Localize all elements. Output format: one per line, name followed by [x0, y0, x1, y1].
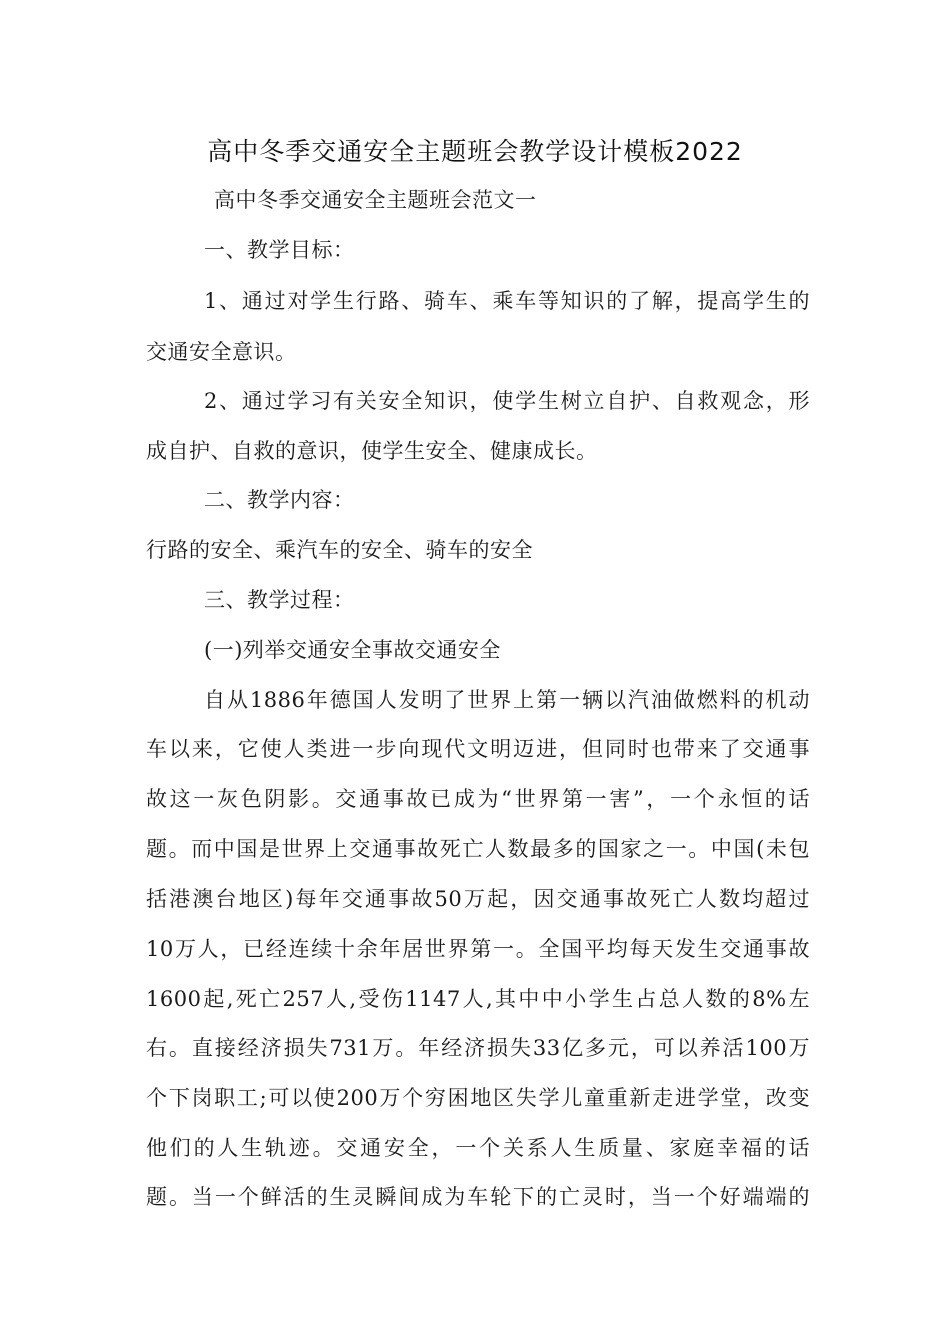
- paragraph-line: 行路的安全、乘汽车的安全、骑车的安全: [146, 538, 533, 562]
- paragraph-line: 个下岗职工;可以使200万个穷困地区失学儿童重新走进学堂，改变: [146, 1086, 810, 1110]
- paragraph-line: 成自护、自救的意识，使学生安全、健康成长。: [146, 439, 598, 463]
- document-title: 高中冬季交通安全主题班会教学设计模板2022: [207, 137, 743, 166]
- paragraph-line: 右。直接经济损失731万。年经济损失33亿多元，可以养活100万: [146, 1036, 810, 1060]
- paragraph-line: 自从1886年德国人发明了世界上第一辆以汽油做燃料的机动: [204, 688, 810, 712]
- section-heading: 三、教学过程：: [204, 588, 355, 612]
- paragraph-line: 车以来，它使人类进一步向现代文明迈进，但同时也带来了交通事: [146, 737, 810, 761]
- paragraph-line: 题。而中国是世界上交通事故死亡人数最多的国家之一。中国(未包: [146, 837, 810, 861]
- subtitle-line: 高中冬季交通安全主题班会范文一: [214, 188, 537, 212]
- paragraph-line: 题。当一个鲜活的生灵瞬间成为车轮下的亡灵时，当一个好端端的: [146, 1185, 810, 1209]
- section-heading: 二、教学内容：: [204, 488, 355, 512]
- paragraph-line: 故这一灰色阴影。交通事故已成为“世界第一害”，一个永恒的话: [146, 787, 810, 811]
- paragraph-line: 2、通过学习有关安全知识，使学生树立自护、自救观念，形: [204, 389, 810, 413]
- paragraph-line: 1、通过对学生行路、骑车、乘车等知识的了解，提高学生的: [204, 289, 810, 313]
- paragraph-line: 他们的人生轨迹。交通安全，一个关系人生质量、家庭幸福的话: [146, 1136, 810, 1160]
- paragraph-line: 1600起,死亡257人,受伤1147人,其中中小学生占总人数的8%左: [146, 987, 810, 1011]
- paragraph-line: 括港澳台地区)每年交通事故50万起，因交通事故死亡人数均超过: [146, 887, 810, 911]
- paragraph-line: 10万人，已经连续十余年居世界第一。全国平均每天发生交通事故: [146, 937, 810, 961]
- section-heading: 一、教学目标：: [204, 238, 355, 262]
- subsection-heading: (一)列举交通安全事故交通安全: [204, 638, 501, 662]
- paragraph-line: 交通安全意识。: [146, 340, 297, 364]
